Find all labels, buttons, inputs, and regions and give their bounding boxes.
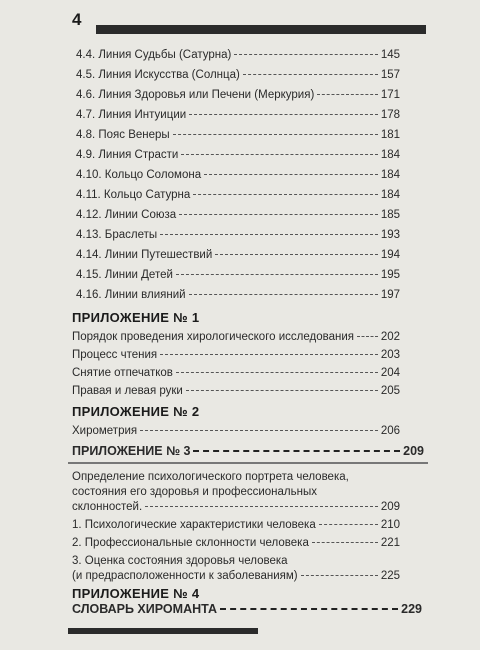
toc-entry[interactable]	[76, 288, 400, 302]
toc-entry-page: 171	[380, 89, 400, 101]
dot-leader	[140, 430, 378, 431]
toc-entry[interactable]	[72, 366, 400, 380]
dot-leader	[189, 294, 378, 295]
toc-entry-page: 204	[380, 367, 400, 379]
toc-entry-title: склонностей.	[72, 501, 143, 513]
appendix3-intro-line: Определение психологического портрета человека,	[72, 471, 349, 483]
dot-leader	[220, 608, 398, 610]
toc-entry[interactable]	[76, 128, 400, 142]
toc-entry-page: 209	[403, 444, 424, 458]
dictionary-title: СЛОВАРЬ ХИРОМАНТА	[72, 602, 217, 616]
toc-entry-title: Снятие отпечатков	[72, 367, 173, 379]
toc-entry[interactable]	[72, 569, 400, 583]
toc-entry-title: 4.5. Линия Искусства (Солнца)	[76, 69, 240, 81]
toc-entry-title: Порядок проведения хирологического исследования	[72, 331, 354, 343]
toc-entry-page: 184	[380, 189, 400, 201]
toc-entry[interactable]	[76, 48, 400, 62]
toc-entry-page: 209	[380, 501, 400, 513]
dot-leader	[301, 575, 378, 576]
dot-leader	[176, 372, 378, 373]
toc-entry-title: 4.14. Линии Путешествий	[76, 249, 213, 261]
toc-entry-page: 193	[380, 229, 400, 241]
toc-entry-title: 4.15. Линии Детей	[76, 269, 173, 281]
toc-entry-page: 195	[380, 269, 400, 281]
appendix3-intro-line: состояния его здоровья и профессиональных	[72, 486, 317, 498]
section-divider	[68, 462, 428, 464]
appendix3-heading: ПРИЛОЖЕНИЕ № 3	[72, 444, 191, 458]
toc-entry-page: 185	[380, 209, 400, 221]
dot-leader	[173, 134, 378, 135]
toc-entry-title: 4.12. Линии Союза	[76, 209, 177, 221]
page-number: 4	[72, 10, 82, 29]
dot-leader	[319, 524, 378, 525]
toc-entry[interactable]	[72, 500, 400, 514]
appendix4-heading: ПРИЛОЖЕНИЕ № 4	[72, 586, 200, 601]
appendix2-heading: ПРИЛОЖЕНИЕ № 2	[72, 404, 200, 419]
toc-entry-page: 221	[380, 537, 400, 549]
dot-leader	[317, 94, 378, 95]
appendix1-heading: ПРИЛОЖЕНИЕ № 1	[72, 310, 200, 325]
toc-entry-page: 203	[380, 349, 400, 361]
toc-entry[interactable]	[72, 602, 422, 616]
dot-leader	[145, 506, 378, 507]
toc-entry-title: 2. Профессиональные склонности человека	[72, 537, 309, 549]
toc-entry-title: Хирометрия	[72, 425, 138, 437]
toc-entry-page: 202	[380, 331, 400, 343]
bottom-decorative-rule	[68, 628, 258, 634]
dot-leader	[312, 542, 378, 543]
toc-entry-title: 4.6. Линия Здоровья или Печени (Меркурия)	[76, 89, 315, 101]
toc-entry-page: 178	[380, 109, 400, 121]
toc-entry-title: 1. Психологические характеристики человека	[72, 519, 316, 531]
dot-leader	[243, 74, 378, 75]
toc-entry-page: 194	[380, 249, 400, 261]
toc-entry-title: (и предрасположенности к заболеваниям)	[72, 570, 298, 582]
toc-entry-title: 4.13. Браслеты	[76, 229, 158, 241]
dot-leader	[234, 54, 377, 55]
toc-entry[interactable]	[76, 148, 400, 162]
toc-entry-page: 184	[380, 149, 400, 161]
dot-leader	[181, 154, 377, 155]
dot-leader	[176, 274, 378, 275]
toc-entry-title: 4.8. Пояс Венеры	[76, 129, 170, 141]
toc-entry-page: 184	[380, 169, 400, 181]
dot-leader	[204, 174, 378, 175]
toc-entry[interactable]	[76, 248, 400, 262]
appendix3-item3-line: 3. Оценка состояния здоровья человека	[72, 555, 288, 567]
toc-entry[interactable]	[72, 518, 400, 532]
toc-entry[interactable]	[72, 348, 400, 362]
toc-entry-title: 4.4. Линия Судьбы (Сатурна)	[76, 49, 232, 61]
toc-entry-title: 4.10. Кольцо Соломона	[76, 169, 202, 181]
dot-leader	[160, 354, 378, 355]
toc-entry[interactable]	[72, 384, 400, 398]
toc-entry-title: Процесс чтения	[72, 349, 158, 361]
dot-leader	[193, 450, 400, 452]
toc-entry-page: 181	[380, 129, 400, 141]
toc-entry[interactable]	[72, 330, 400, 344]
toc-entry-title: 4.7. Линия Интуиции	[76, 109, 187, 121]
toc-entry-title: 4.11. Кольцо Сатурна	[76, 189, 191, 201]
toc-entry-page: 145	[380, 49, 400, 61]
toc-entry-page: 210	[380, 519, 400, 531]
toc-entry[interactable]	[76, 208, 400, 222]
toc-entry-page: 157	[380, 69, 400, 81]
toc-entry[interactable]	[76, 188, 400, 202]
toc-entry[interactable]	[72, 444, 424, 458]
toc-entry-page: 197	[380, 289, 400, 301]
toc-entry[interactable]	[72, 424, 400, 438]
toc-entry[interactable]	[76, 268, 400, 282]
toc-entry[interactable]	[76, 88, 400, 102]
toc-entry-title: 4.9. Линия Страсти	[76, 149, 179, 161]
dot-leader	[189, 114, 378, 115]
dot-leader	[357, 336, 378, 337]
toc-entry-page: 225	[380, 570, 400, 582]
dot-leader	[179, 214, 378, 215]
toc-entry-page: 206	[380, 425, 400, 437]
dot-leader	[193, 194, 378, 195]
dot-leader	[186, 390, 378, 391]
toc-entry-title: 4.16. Линии влияний	[76, 289, 186, 301]
toc-entry[interactable]	[76, 168, 400, 182]
toc-entry[interactable]	[76, 68, 400, 82]
dot-leader	[215, 254, 378, 255]
toc-entry[interactable]	[76, 228, 400, 242]
toc-entry[interactable]	[72, 536, 400, 550]
dot-leader	[160, 234, 378, 235]
toc-entry-title: Правая и левая руки	[72, 385, 183, 397]
toc-entry-page: 229	[401, 602, 422, 616]
toc-entry-page: 205	[380, 385, 400, 397]
toc-entry[interactable]	[76, 108, 400, 122]
